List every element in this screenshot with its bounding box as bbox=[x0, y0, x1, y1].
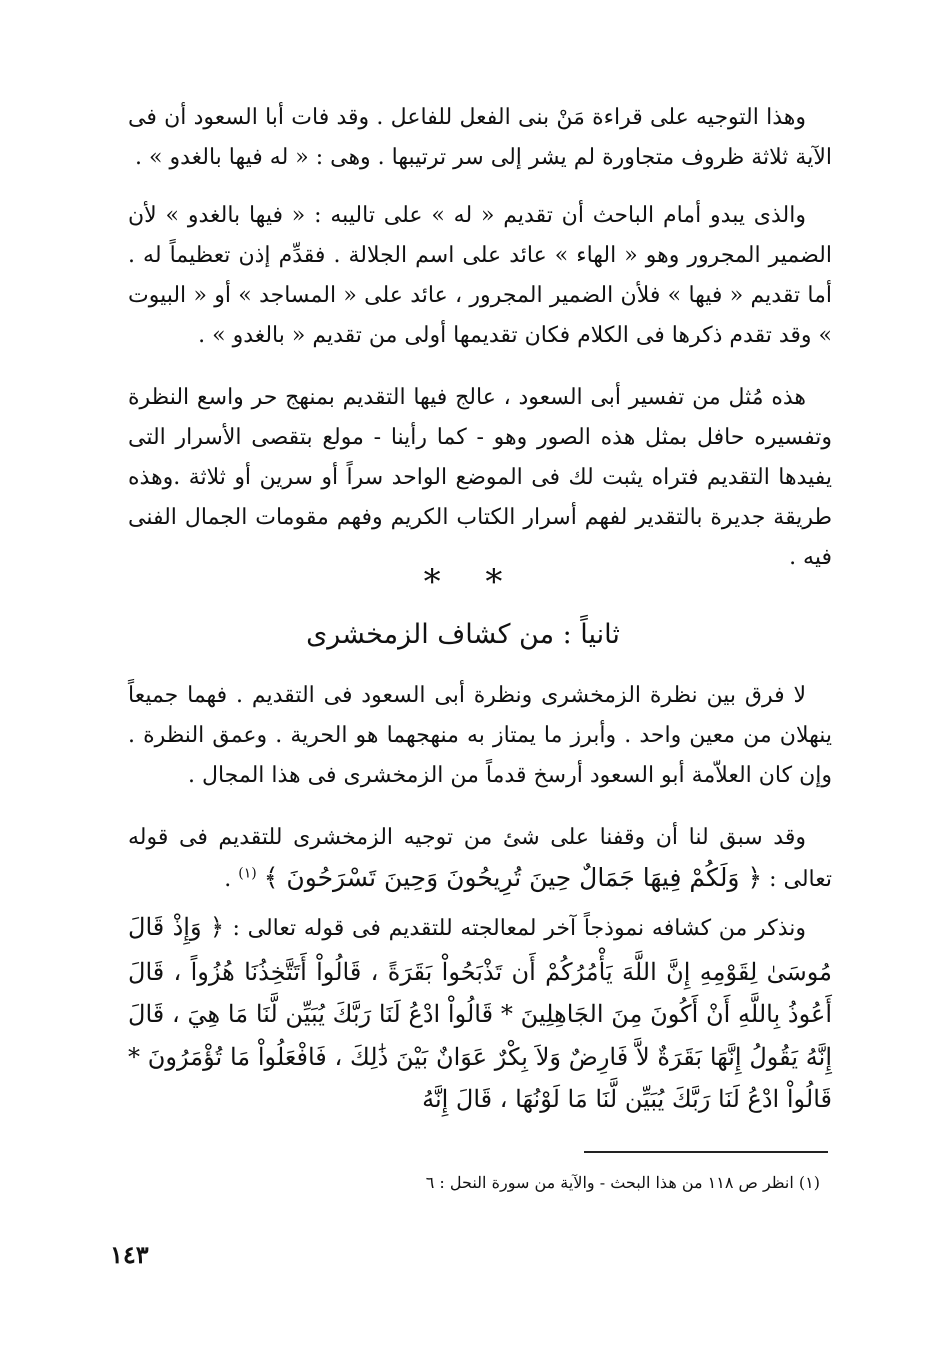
paragraph-text bbox=[128, 906, 832, 1121]
section-separator: * * bbox=[423, 562, 503, 602]
paragraph-text: لا فرق بين نظرة الزمخشرى ونظرة أبى السعود فى التقديم . فهما جميعاً ينهلان من معين واحد . وأبرز ما يمتاز به منهجهما هو الحرية . وعمق النظرة . وإن كان العلاّمة أبو السعود أرسخ قدماً من الزمخشرى فى هذا المجال . bbox=[128, 683, 832, 788]
footnote-reference: (١) bbox=[238, 865, 257, 882]
paragraph-text: والذى يبدو أمام الباحث أن تقديم « له » على تاليبه : « فيها بالغدو » لأن الضمير المجرور وهو « الهاء » عائد على اسم الجلالة . فقدِّم إذن تعظيماً له . أما تقديم « فيها » فلأن الضمير المجرور ، عائد على « المساجد » أو « البيوت » وقد تقدم ذكرها فى الكلام فكان تقديمها أولى من تقديم « بالغدو » . bbox=[128, 203, 832, 348]
paragraph-text: وهذا التوجيه على قراءة مَنْ بنى الفعل للفاعل . وقد فات أبا السعود أن فى الآية ثلاثة ظروف متجاورة لم يشر إلى سر ترتيبها . وهى : « له فيها بالغدو » . bbox=[128, 105, 832, 170]
paragraph-2 bbox=[128, 196, 832, 356]
section-title: ثانياً : من كشاف الزمخشرى bbox=[306, 619, 620, 650]
paragraph-6-text: ونذكر من كشافه نموذجاً آخر لمعالجته للتقديم فى قوله تعالى : bbox=[232, 916, 806, 941]
paragraph-text: هذه مُثل من تفسير أبى السعود ، عالج فيها التقديم بمنهج حر واسع النظرة وتفسيره حافل بمثل هذه الصور وهو - كما رأينا - مولع بتقصى الأسرار التى يفيدها التقديم فتراه يثبت لك فى الموضع الواحد سراً أو سرين أو ثلاثة .وهذه طريقة جديرة بالتقدير لفهم أسرار الكتاب الكريم وفهم مقومات الجمال الفنى فيه . bbox=[128, 385, 832, 570]
paragraph-1 bbox=[128, 98, 832, 178]
paragraph-3 bbox=[128, 378, 832, 578]
quran-verse: ﴿ وَلَكُمْ فِيهَا جَمَالٌ حِينَ تُرِيحُونَ وَحِينَ تَسْرَحُونَ ﴾ bbox=[263, 863, 763, 892]
paragraph-5 bbox=[128, 818, 832, 900]
paragraph-6 bbox=[128, 906, 832, 1121]
paragraph-text bbox=[128, 818, 832, 900]
footnote-divider bbox=[584, 1151, 828, 1153]
paragraph-5-text: وقد سبق لنا أن وقفنا على شئ من توجيه الزمخشرى للتقديم فى قوله تعالى : bbox=[128, 825, 832, 892]
paragraph-4 bbox=[128, 676, 832, 796]
sentence-end: . bbox=[224, 867, 232, 892]
page-number: ١٤٣ bbox=[110, 1240, 149, 1269]
quran-verse: ﴿ وَإِذْ قَالَ مُوسَىٰ لِقَوْمِهِ إِنَّ اللَّهَ يَأْمُرُكُمْ أَن تَذْبَحُواْ بَقَرَةً ، قَالُواْ أَتَتَّخِذُنَا هُزُواً ، قَالَ أَعُوذُ بِاللَّهِ أَنْ أَكُونَ مِنَ الجَاهِلِينَ * قَالُواْ ادْعُ لَنَا رَبَّكَ يُبَيِّن لَّنَا مَا هِيَ ، قَالَ إِنَّهُ يَقُولُ إِنَّهَا بَقَرَةٌ لاَّ فَارِضٌ وَلاَ بِكْرٌ عَوَانٌ بَيْنَ ذَٰلِكَ ، فَافْعَلُواْ مَا تُؤْمَرُونَ * قَالُواْ ادْعُ لَنَا رَبَّكَ يُبَيِّن لَّنَا مَا لَوْنُهَا ، قَالَ إِنَّهُ bbox=[128, 913, 832, 1113]
footnote: (١) انظر ص ١١٨ من هذا البحث - والآية من سورة النحل : ٦ bbox=[425, 1173, 820, 1192]
